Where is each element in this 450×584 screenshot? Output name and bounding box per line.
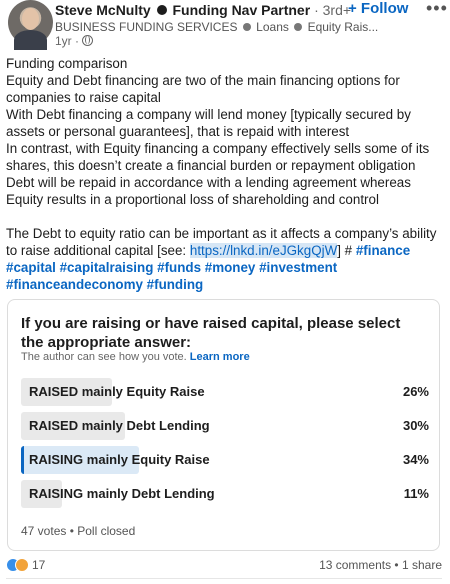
- hashtag[interactable]: #capital: [6, 260, 56, 275]
- status-dot-icon: [157, 5, 167, 15]
- comments-shares[interactable]: 13 comments • 1 share: [319, 558, 442, 572]
- post-header: [8, 0, 448, 50]
- subtitle-part-3: Equity Rais...: [307, 20, 379, 34]
- author-name[interactable]: Steve McNulty: [55, 2, 151, 18]
- author-headline-title: Funding Nav Partner: [172, 2, 311, 18]
- post-line: With Debt financing a company will lend money [typically secured by assets or personal guarantees], that is repaid with interest: [6, 107, 411, 139]
- more-options-icon[interactable]: •••: [426, 0, 448, 18]
- subtitle-part-1: BUSINESS FUNDING SERVICES: [55, 20, 238, 34]
- post-line: Debt will be repaid in accordance with a lending agreement whereas Equity results in a proportional loss of shareholding and control: [6, 175, 411, 207]
- post-link[interactable]: https://lnkd.in/eJGkgQjW: [189, 243, 338, 258]
- poll-option[interactable]: [21, 480, 429, 508]
- author-subtitle: [55, 20, 379, 34]
- hashtag[interactable]: #capitalraising: [59, 260, 154, 275]
- poll-option-percent: 26%: [402, 384, 429, 399]
- divider: [6, 578, 442, 579]
- globe-icon: [82, 35, 93, 46]
- author-name-line[interactable]: [55, 2, 351, 18]
- post-text-run: The Debt to equity ratio can be important as it affects a company’s ability to raise additional capital [see:: [6, 226, 437, 258]
- subtitle-part-2: Loans: [256, 20, 289, 34]
- hashtag[interactable]: #finance: [355, 243, 411, 258]
- post-line: Equity and Debt financing are two of the main financing options for companies to raise capital: [6, 73, 400, 105]
- poll-privacy-note: [21, 351, 250, 363]
- hashtag[interactable]: #funds: [157, 260, 202, 275]
- avatar-head: [22, 8, 39, 30]
- poll-card: [7, 299, 440, 551]
- poll-option-percent: 11%: [403, 486, 429, 501]
- post-paragraph-2: [6, 225, 446, 293]
- poll-option-label: RAISED mainly Equity Raise: [29, 384, 205, 399]
- follow-button[interactable]: + Follow: [348, 0, 409, 17]
- separator-dot-icon: [294, 23, 302, 31]
- reaction-count[interactable]: 17: [32, 558, 46, 572]
- poll-option-label: RAISED mainly Debt Lending: [29, 418, 210, 433]
- poll-option-percent: 34%: [402, 452, 429, 467]
- poll-option[interactable]: [21, 412, 429, 440]
- social-counts: [6, 556, 442, 576]
- post-line: In contrast, with Equity financing a company effectively sells some of its shares, this doesn’t create a financial burden or repayment obligation: [6, 141, 430, 173]
- poll-question: If you are raising or have raised capital, please select the appropriate answer:: [21, 315, 401, 351]
- celebrate-reaction-icon: [15, 558, 29, 572]
- avatar[interactable]: [8, 0, 53, 45]
- post-line: Funding comparison: [6, 56, 128, 71]
- poll-option[interactable]: [21, 378, 429, 406]
- poll-note-text: The author can see how you vote.: [21, 351, 187, 363]
- post-text-run: ] #: [337, 243, 356, 258]
- poll-option-label: RAISING mainly Equity Raise: [29, 452, 210, 467]
- learn-more-link[interactable]: Learn more: [189, 351, 250, 363]
- hashtag[interactable]: #investment: [259, 260, 338, 275]
- poll-option[interactable]: [21, 446, 429, 474]
- hashtag[interactable]: #financeandeconomy: [6, 277, 143, 292]
- poll-option-label: RAISING mainly Debt Lending: [29, 486, 215, 501]
- hashtag[interactable]: #money: [204, 260, 256, 275]
- poll-footer: 47 votes • Poll closed: [21, 524, 136, 538]
- connection-degree: · 3rd+: [314, 2, 352, 18]
- separator-dot-icon: [243, 23, 251, 31]
- hashtag[interactable]: #funding: [146, 277, 204, 292]
- poll-option-percent: 30%: [402, 418, 429, 433]
- post-text: [6, 55, 446, 293]
- avatar-shirt: [14, 30, 47, 50]
- post-age: 1yr ·: [55, 34, 79, 48]
- post-time: [55, 34, 93, 48]
